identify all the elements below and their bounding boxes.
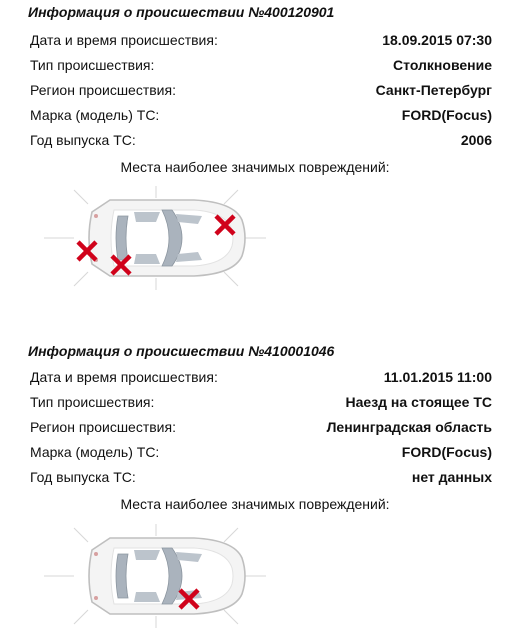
row-vehicle-model: [30, 107, 492, 127]
row-label: Марка (модель) ТС:: [30, 107, 160, 123]
row-value: 2006: [460, 132, 492, 148]
row-label: Регион происшествия:: [30, 82, 176, 98]
row-value: Санкт-Петербург: [375, 82, 492, 98]
damage-title: Места наиболее значимых повреждений:: [120, 159, 390, 175]
car-damage-diagram: [44, 524, 266, 628]
row-label: Дата и время происшествия:: [30, 369, 218, 385]
row-region: [30, 82, 492, 102]
row-value: FORD(Focus): [401, 444, 492, 460]
incident-title: Информация о происшествии №400120901: [28, 4, 335, 20]
row-value: Наезд на стоящее ТС: [345, 394, 492, 410]
row-label: Год выпуска ТС:: [30, 132, 136, 148]
row-vehicle-year: [30, 469, 492, 489]
damage-title: Места наиболее значимых повреждений:: [120, 496, 390, 512]
car-outline-icon: [44, 186, 266, 290]
incident-title: Информация о происшествии №410001046: [28, 343, 335, 359]
row-incident-type: [30, 57, 492, 77]
row-region: [30, 419, 492, 439]
row-label: Год выпуска ТС:: [30, 469, 136, 485]
row-value: Ленинградская область: [326, 419, 492, 435]
row-label: Тип происшествия:: [30, 394, 155, 410]
row-label: Регион происшествия:: [30, 419, 176, 435]
row-value: Столкновение: [393, 57, 492, 73]
row-vehicle-year: [30, 132, 492, 152]
car-outline-icon: [44, 524, 266, 628]
row-label: Марка (модель) ТС:: [30, 444, 160, 460]
row-vehicle-model: [30, 444, 492, 464]
row-value: 11.01.2015 11:00: [383, 369, 492, 385]
row-value: 18.09.2015 07:30: [382, 32, 492, 48]
row-datetime: [30, 32, 492, 52]
row-datetime: [30, 369, 492, 389]
car-damage-diagram: [44, 186, 266, 290]
incident-block-2: [0, 343, 510, 632]
row-incident-type: [30, 394, 492, 414]
row-label: Дата и время происшествия:: [30, 32, 218, 48]
row-value: FORD(Focus): [401, 107, 492, 123]
incident-block-1: [0, 4, 510, 294]
row-value: нет данных: [411, 469, 492, 485]
row-label: Тип происшествия:: [30, 57, 155, 73]
